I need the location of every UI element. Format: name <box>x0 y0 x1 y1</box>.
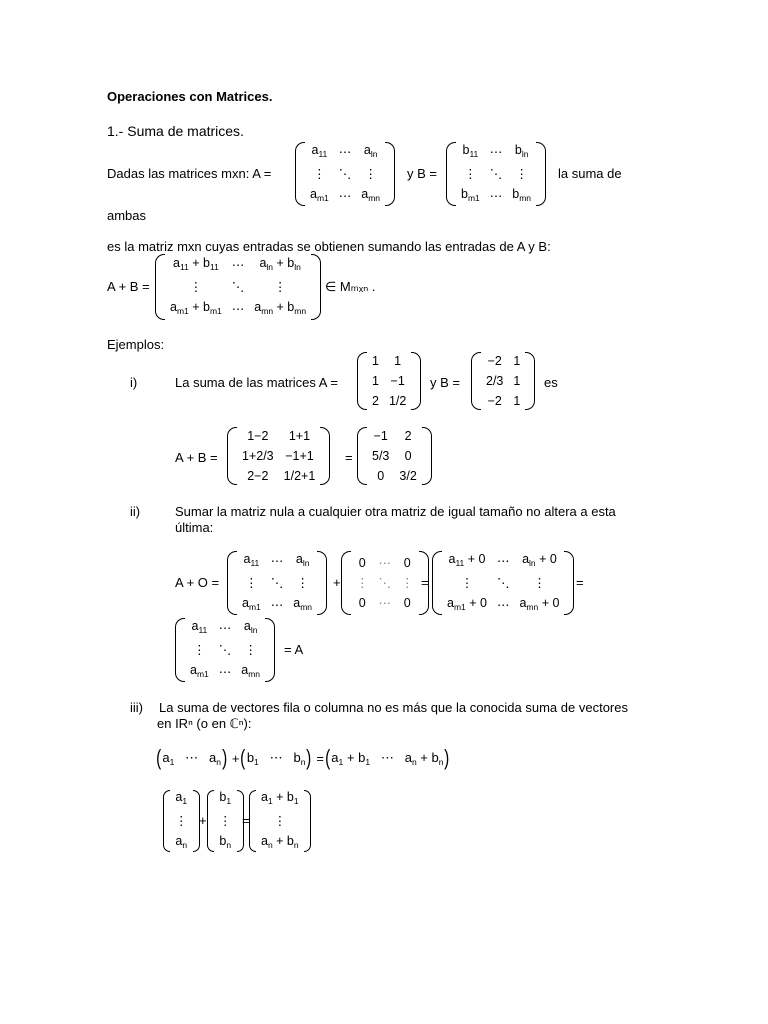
example-2-result-matrix: $a_{11}$ ⋯ $a_{ln}$ ⋮ ⋱ ⋮ $a_{m1}$ ⋯ $a_{mn}$ <box>175 618 275 682</box>
column-vector-sum: $a_1 + b_1$ ⋮ $a_n + b_n$ <box>249 790 311 852</box>
sum-label: A + B = <box>107 279 150 294</box>
and-b-label: y B = <box>407 166 437 181</box>
column-vector-a: $a_1$ ⋮ $a_n$ <box>163 790 200 852</box>
example-1-sum-matrix: 1−2 1+1 1+2/3 −1+1 2−2 1/2+1 <box>227 427 330 485</box>
example-2-sum-matrix: $a_{11} + 0$ ⋯ $a_{ln} + 0$ ⋮ ⋱ ⋮ $a_{m1} + 0$ ⋯ $a_{mn} + 0$ <box>432 551 574 615</box>
sum-text: la suma de <box>558 166 622 181</box>
example-3-text-1: La suma de vectores fila o columna no es más que la conocida suma de vectores <box>159 700 628 715</box>
example-3-text-2: en IRⁿ (o en ℂⁿ): <box>157 716 252 731</box>
matrix-a: $a_{11}$ ⋯ $a_{ln}$ ⋮ ⋱ ⋮ $a_{m1}$ ⋯ $a_{mn}$ <box>295 142 395 206</box>
column-vector-b: $b_1$ ⋮ $b_n$ <box>207 790 244 852</box>
example-2-matrix-a: $a_{11}$ ⋯ $a_{ln}$ ⋮ ⋱ ⋮ $a_{m1}$ ⋯ $a_{mn}$ <box>227 551 327 615</box>
row-vector-sum: ( $a_1$ ⋯ $a_n$ ) + ( $b_1$ ⋯ $b_n$ ) = ( $a_1 + b_1$ ⋯ $a_n + b_n$ ) <box>156 745 450 770</box>
example-1-number: i) <box>130 375 138 390</box>
plus-sign: + <box>333 575 341 590</box>
equals-sign-3: = <box>576 575 584 590</box>
examples-heading: Ejemplos: <box>107 337 165 352</box>
example-2-text-2: última: <box>175 520 214 535</box>
column-plus: + <box>199 813 207 828</box>
column-equals: = <box>242 813 250 828</box>
example-1-and-b: y B = <box>430 375 460 390</box>
equals-sign-2: = <box>421 575 429 590</box>
example-1-es: es <box>544 375 558 390</box>
ambas-text: ambas <box>107 208 147 223</box>
membership-text: ∈ Mₘₓₙ . <box>325 279 376 294</box>
matrix-a-plus-b: $a_{11} + b_{11}$ ⋯ $a_{ln} + b_{ln}$ ⋮ ⋱ ⋮ $a_{m1} + b_{m1}$ ⋯ $a_{mn} + b_{mn}$ <box>155 254 321 320</box>
section-heading: 1.- Suma de matrices. <box>107 123 244 139</box>
example-1-result-matrix: −1 2 5/3 0 0 3/2 <box>357 427 432 485</box>
example-2-number: ii) <box>130 504 141 519</box>
definition-text-2: es la matriz mxn cuyas entradas se obtienen sumando las entradas de A y B: <box>107 239 551 254</box>
example-1-sum-label: A + B = <box>175 450 218 465</box>
a-plus-o-label: A + O = <box>175 575 220 590</box>
definition-text: Dadas las matrices mxn: A = <box>107 166 272 181</box>
example-2-text-1: Sumar la matriz nula a cualquier otra matriz de igual tamaño no altera a esta <box>175 504 616 519</box>
zero-matrix: 0 ⋯ 0 ⋮ ⋱ ⋮ 0 ⋯ 0 <box>341 551 429 615</box>
page-title: Operaciones con Matrices. <box>107 89 273 104</box>
example-1-text: La suma de las matrices A = <box>175 375 338 390</box>
example-1-matrix-a: 1 1 1 −1 2 1/2 <box>357 352 421 410</box>
matrix-b: $b_{11}$ ⋯ $b_{ln}$ ⋮ ⋱ ⋮ $b_{m1}$ ⋯ $b_{mn}$ <box>446 142 546 206</box>
example-1-matrix-b: −2 1 2/3 1 −2 1 <box>471 352 535 410</box>
equals-sign: = <box>345 450 353 465</box>
equals-a: = A <box>284 642 304 657</box>
example-3-number: iii) <box>130 700 143 715</box>
